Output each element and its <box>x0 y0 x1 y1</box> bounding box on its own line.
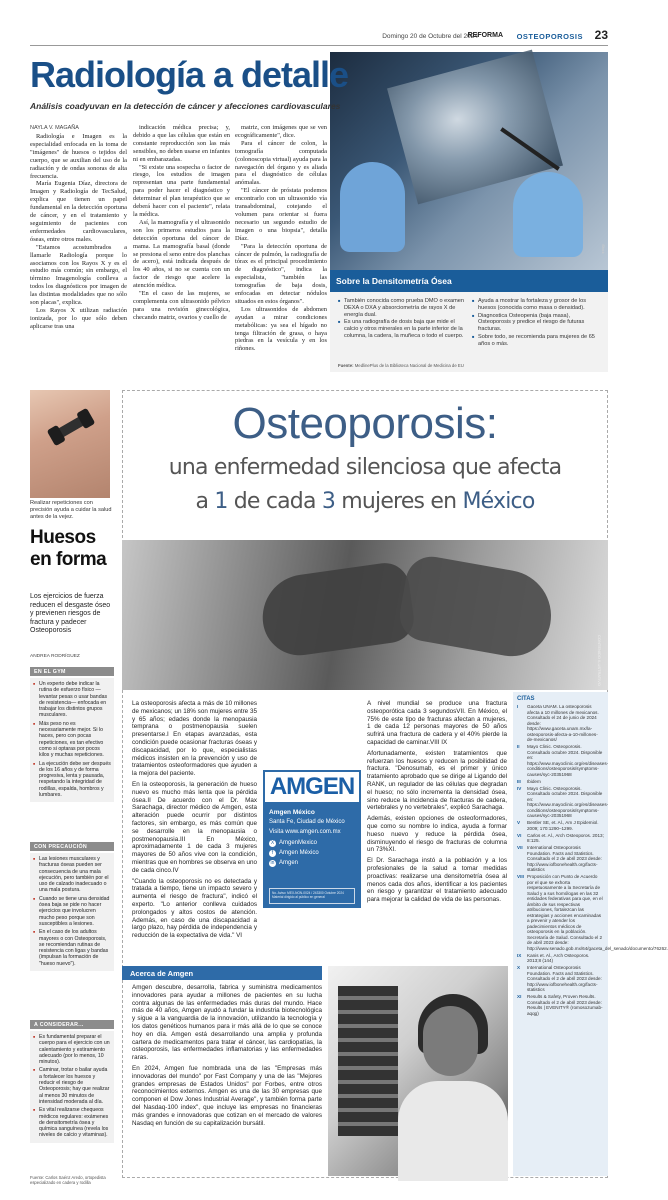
paragraph: "Estamos acostumbrados a llamarle Radiología porque lo asociamos con los Rayos X y es el estudio más común; sin embargo, el término Imagenología conlleva a todos los diagnósticos por imagen de las distintas modalidades que no sólo son placas", explica. <box>30 243 127 307</box>
citations-title: CITAS <box>517 696 535 702</box>
paragraph: En la osteoporosis, la generación de hueso nuevo es mucho más lenta que la pérdida ósea.II De acuerdo con el Dr. Max Sarachaga, director médico de Amgen, esta alteración puede ocurrir por distintos factores, sin embargo, es más común que se desarrolle en la menopausia o postmenopausia.III En México, aproximadamente 1 de cada 3 mujeres mayores de 50 años vive con la condición, mientras que en hombres se observa en uno de cada cinco.IV <box>132 780 257 874</box>
precaution-tips-list <box>30 853 114 971</box>
citation-number: IX <box>517 952 522 958</box>
social-handle: Amgen <box>279 860 299 866</box>
list-item: ■ Las lesiones musculares y fracturas óseas pueden ser consecuencia de una mala ejecución, pero también por el uso de calzado inadecuado o una mala postura. <box>33 856 111 894</box>
citation <box>517 820 604 831</box>
list-item: ■ Es vital realizarse chequeos médicos regulares: exámenes de densitometría ósea y química sanguínea (revela los niveles de calcio y vitaminas). <box>33 1107 111 1138</box>
list-item: ■ Más peso no es necesariamente mejor. Si lo haces, pero con pocas repeticiones, es tan efectivo como si optaras por pocos kilos y muchas repeticiones. <box>33 721 111 759</box>
social-linkedin[interactable] <box>269 860 298 867</box>
citation-text: International Osteoporosis Foundation. Facts and Statistics. Consultado el 2 de abril 2023 desde: http://www.iofbonehealth.org/facts-statistics <box>527 965 602 992</box>
article-subtitle: Análisis coadyuvan en la detección de cáncer y afecciones cardiovasculares <box>30 101 341 111</box>
text: mujeres en <box>335 489 463 514</box>
dumbbell-weight <box>47 425 66 447</box>
lab-photo <box>328 966 508 1176</box>
paragraph: Afortunadamente, existen tratamientos que refuerzan los huesos y reducen la posibilidad de fractura. "Denosumab, es el primer y único tratamiento aprobado que se dirige al Ligando del RANK, un regulador de las células que degradan el hueso; no sólo incrementa la densidad ósea, sino reduce la incidencia de fracturas de cadera, vertebrales y no vertebrales", explicó Sarachaga. <box>367 749 507 812</box>
masthead <box>30 30 608 46</box>
paragraph: Además, existen opciones de osteoformadores, que como su nombre lo indica, ayuda a formar hueso nuevo y reduce la pérdida ósea, disminuyendo el riesgo de fracturas de columna un 73%XI. <box>367 815 507 854</box>
citation <box>517 744 609 777</box>
paragraph: A nivel mundial se produce una fractura osteoporótica cada 3 segundosVII. En México, el 75% de este tipo de fracturas afectan a mujeres, 1 de cada 12 personas mayores de 50 años sufrirá una fractura de cadera y el 40% pierde la capacidad de caminar.VIII IX <box>367 700 507 746</box>
source-label: Fuente: <box>338 363 354 368</box>
list-item: ■ También conocida como prueba DMO o examen DEXA o DXA y absorciometría de rayos X de energía dual. <box>338 298 466 318</box>
densitometry-source <box>338 363 464 368</box>
side-deck: Los ejercicios de fuerza reducen el desgaste óseo y previenen riesgos de fractura y padecer Osteoporosis <box>30 593 111 635</box>
side-title-line2: en forma <box>30 549 107 570</box>
facebook-icon: f <box>269 850 276 857</box>
citation-text: Gaceta UNAM. La osteoporosis afecta a 10 millones de mexicanos. Consultado el 24 de junio de 2024 desde: https://www.gaceta.unam.mx/la-osteoporosis-afecta-a-10-millones-de-mexicanos/ <box>527 704 599 742</box>
highlight-number: 1 <box>214 489 228 514</box>
section-header-gym: EN EL GYM <box>30 667 114 676</box>
citation-number: III <box>517 778 521 784</box>
paragraph: indicación médica precisa; y, debido a que las células que están en constante reproducción son las más sensibles, no deben usarse en infantes ni en embarazadas. <box>133 124 230 163</box>
citation <box>517 779 604 785</box>
citation-number: XI <box>517 994 522 999</box>
social-handle: AmgenMexico <box>279 840 318 846</box>
citation-number: I <box>517 704 519 709</box>
xray-photo <box>330 52 608 272</box>
about-amgen-header: Acerca de Amgen <box>122 966 322 980</box>
paragraph: matriz, con imágenes que se ven ecográficamente", dice. <box>235 124 327 139</box>
gym-tips-list <box>30 678 114 802</box>
amgen-name: Amgen México <box>269 809 315 816</box>
paragraph: "Cuando la osteoporosis no es detectada y tratada a tiempo, tiene un impacto severo y aumenta el riesgo de fractura", indicó el experto. "Lo anterior conlleva cuidados prolongados y altos costos de atención. Además, en caso de una discapacidad a largo plazo, hay pérdida de independencia y reducción de la expectativa de vida." VI <box>132 877 257 940</box>
amgen-legal-notice: No. Aviso: MEX-NON-0024 / 243300 Octubre 2024 Material dirigido al público en general <box>269 888 355 904</box>
citation <box>517 845 604 873</box>
article-column-3 <box>235 124 327 353</box>
amgen-website-link[interactable]: Visita www.amgen.com.mx <box>269 829 341 835</box>
citation-text: Proposición con Punto de Acuerdo por el que se exhorta respetuosamente a la Secretaría de Salud y a sus homólogas en las 32 entidades federativas para que, en el ámbito de sus respectivas atribuciones, fortalezcan las estrategias y acciones encaminadas a prevenir y atender los padecimientos médicos de osteoporosis en la población. Secretaría de Salud. Consultado el 2 de abril 2023 desde: http://www.senado.gob.mx/64/gaceta_del_senado/documento/76262. <box>527 874 668 951</box>
citation-text: Results & Safety, Proven Results. Consultado el 2 de abril 2023 desde: Results | EVENITY® (romosozumab-aqqg) <box>527 994 603 1016</box>
text: de cada <box>227 489 322 514</box>
highlight-number: 3 <box>321 489 336 514</box>
gloved-hand-right <box>513 172 583 257</box>
linkedin-icon: in <box>270 860 275 866</box>
paragraph: Los ultrasonidos de abdomen ayudan a mirar condiciones metabólicas: ya sea el hígado no tenga filtración de grasa, o haya piedras en la vesícula y en los riñones. <box>235 305 327 353</box>
social-handle: Amgen México <box>279 850 319 856</box>
social-facebook[interactable] <box>269 850 319 857</box>
citation-text: International Osteoporosis Foundation. Facts and Statistics. Consultado el 2 de abril 2023 desde: http://www.iofbonehealth.org/facts-statistics <box>527 845 602 872</box>
ad-subtitle-line1: una enfermedad silenciosa que afecta <box>168 455 562 480</box>
ad-title: Osteoporosis: <box>232 399 498 448</box>
list-item: ■ Caminar, trotar o bailar ayuda a fortalecer los huesos y reducir el riesgo de Osteoporosis; hay que realizar al menos 30 minutos de intensidad moderada al día. <box>33 1067 111 1105</box>
back-pain-photo <box>122 540 608 690</box>
amgen-city: Santa Fe, Ciudad de México <box>269 819 345 825</box>
paragraph: "El cáncer de próstata podemos encontrarlo con un ultrasonido vía transabdominal, cotejando el volumen para orientar si fuera necesario un segundo estudio de imagen o una biopsia", detalla Díaz. <box>235 187 327 242</box>
side-byline: ANDREA RODRÍGUEZ <box>30 654 80 659</box>
paragraph: Para el cáncer de colon, la tomografía computada (colonoscopia virtual) ayuda para la navegación del órgano y es aliada para el diagnóstico de células anómalas. <box>235 139 327 187</box>
section-header-precaution: CON PRECAUCIÓN <box>30 842 114 851</box>
highlight-country: México <box>462 489 535 514</box>
page-number: 23 <box>594 28 608 42</box>
list-item: ■ Sobre todo, se recomienda para mujeres de 65 años o más. <box>472 334 602 348</box>
citation <box>517 965 604 993</box>
citation-text: Bentler SE, et. Al., Am J Epidemiol. 2009; 170:1290–1299. <box>527 820 599 831</box>
densitometry-list-right <box>472 298 602 349</box>
photo-caption: Realizar repeticiones con precisión ayuda a cuidar la salud antes de la vejez. <box>30 500 112 520</box>
consider-tips-list <box>30 1031 114 1143</box>
citation-number: IV <box>517 785 522 791</box>
citation-number: VII <box>517 845 523 850</box>
x-icon: X <box>270 840 275 846</box>
ad-column-1 <box>132 700 257 943</box>
ad-subtitle-line2 <box>122 489 608 514</box>
citation <box>517 953 604 964</box>
amgen-contact-box <box>263 770 361 908</box>
citations-box <box>513 692 668 1176</box>
article-column-2 <box>133 124 230 322</box>
side-source: Fuente: Carlos Saénz Aredo, ortopedista especializado en cadera y rodilla <box>30 1175 106 1185</box>
issue-date: Domingo 20 de Octubre del 2024 <box>382 33 478 40</box>
list-item: ■ Diagnostica Osteopenia (baja masa), Osteoporosis y predice el riesgo de futuras fracturas. <box>472 313 602 333</box>
citation-text: Ibidem <box>527 778 541 784</box>
citation-number: VI <box>517 832 522 838</box>
citation-text: Kanis et. Al., Arch Osteoporos. 2013;8 (144) <box>527 952 590 963</box>
amgen-logo: AMGEN <box>265 772 359 802</box>
about-amgen-text <box>132 984 322 1130</box>
citation-number: II <box>517 744 520 749</box>
photo-credit: CONTENIDO ILUSTRATIVO <box>597 635 602 687</box>
paragraph: "Si existe una sospecha o factor de riesgo, los estudios de imagen representan una parte fundamental para poder hacer el diagnóstico y determinar el plan terapéutico que se deberá hacer con el paciente", relata la médica. <box>133 163 230 218</box>
article-byline: NAYLA V. MAGAÑA <box>30 125 79 131</box>
citations-list <box>517 704 668 1016</box>
list-item: ■ En el caso de los adultos mayores o con Osteoporosis, se recomiendan rutinas de resistencia con ligas y bandas (impulsan la formación de "hueso nuevo"). <box>33 929 111 967</box>
article-column-1 <box>30 133 127 331</box>
list-item: ■ Ayuda a mostrar la fortaleza y grosor de los huesos (conocida como masa o densidad). <box>472 298 602 312</box>
section-name: OSTEOPOROSIS <box>516 32 583 41</box>
paragraph: "En el caso de las mujeres, se complementa con ultrasonido pélvico para una revisión ginecológica, checando matriz, ovarios y cuello de <box>133 290 230 321</box>
citation <box>517 994 604 1016</box>
gloved-hand-left <box>340 162 405 252</box>
xray-film <box>338 986 398 1136</box>
source-text: MedlinePlus de la Biblioteca Nacional de Medicina de EU <box>354 363 464 368</box>
ad-column-2 <box>367 700 507 907</box>
citation-number: V <box>517 820 521 825</box>
side-title <box>30 527 106 571</box>
paragraph: Radiología e Imagen es la especialidad enfocada en la toma de "imágenes" de huesos o tejidos del cuerpo, que se auxilian del uso de la radiación y de ondas sonoras de alta frecuencia. <box>30 133 127 180</box>
doctor-coat <box>398 1081 508 1181</box>
dumbbell <box>54 414 88 440</box>
paragraph: Así, la mamografía y el ultrasonido son los primeros estudios para la detección oportuna del cáncer de mama. La mamografía basal (donde se presiona el seno entre dos planchas de acero), está indicada después de los 40 años, si no se cuenta con un factor de riesgo que acelere la atención médica. <box>133 218 230 290</box>
hand-left <box>257 560 417 660</box>
list-item: ■ La ejecución debe ser después de los 16 años y de forma progresiva, lenta y pausada, respetando la integridad de rodillas, espalda, hombros y lumbares. <box>33 761 111 799</box>
list-item: ■ Un experto debe indicar la rutina de esfuerzo físico —levantar pesas o usar bandas de resistencia— enfocada en trabajar los distintos grupos musculares. <box>33 681 111 719</box>
densitometry-list-left <box>338 298 466 341</box>
citation <box>517 704 604 743</box>
list-item: ■ Es fundamental preparar el cuerpo para el ejercicio con un calentamiento y estiramiento adecuado (por lo menos, 10 minutos). <box>33 1034 111 1065</box>
side-title-line1: Huesos <box>30 527 96 548</box>
list-item: ■ Cuando se tiene una densidad ósea baja se pide no hacer ejercicios que involucren mucho peso porque son susceptibles a lesiones. <box>33 896 111 927</box>
citation-number: VIII <box>517 874 524 879</box>
paragraph: La osteoporosis afecta a más de 10 millones de mexicanos; un 18% son mujeres entre 35 y 65 años; edades donde la menopausia temprana o postmenopausia suelen presentarse.I En etapas avanzadas, esta condición puede ocasionar fracturas óseas y discapacidad, por lo que, especialistas médicos insisten en la prevención y uso de tratamientos osteoformadores que ayuden a la mejora del paciente. <box>132 700 257 778</box>
gym-photo <box>30 390 110 498</box>
densitometry-box-title: Sobre la Densitometría Ósea <box>330 270 608 292</box>
dumbbell-weight <box>76 408 95 430</box>
citation-number: X <box>517 965 521 970</box>
paragraph: El Dr. Sarachaga instó a la población y a los profesionales de la salud a tomar medidas proactivas: realizarse una densitometría ósea al menos cada dos años, identificar a los pacientes en riesgo y garantizar el tratamiento adecuado para mejorar la calidad de vida de las personas. <box>367 857 507 904</box>
paragraph: María Eugenia Díaz, directora de Imagen y Radiología de TecSalud, explica que tienen un papel fundamental en la detección oportuna de cáncer, y en el tratamiento y seguimiento de pacientes con enfermedades cardiovasculares, óseas, entre otros males. <box>30 180 127 243</box>
article-title: Radiología a detalle <box>30 54 349 95</box>
social-twitter[interactable] <box>269 840 317 847</box>
paragraph: Amgen descubre, desarrolla, fabrica y suministra medicamentos innovadores para ayudar a millones de pacientes en su lucha contra algunas de las enfermedades más duras del mundo. Hace más de 40 años, Amgen ayudó a fundar la industria biotecnológica y sigue a la vanguardia de la innovación, utilizando la tecnología y los datos genéticos humanos para ir más allá de lo que se conoce hoy en día. Amgen está desarrollando una amplia y profunda cartera de medicamentos para tratar el cáncer, las cardiopatías, la osteoporosis, las enfermedades inflamatorias y las enfermedades raras. <box>132 984 322 1062</box>
doctor-face <box>423 1006 478 1076</box>
citation-text: Mayo Clinic. Osteoporosis. Consultado octubre 2024. Disponible en: https://www.mayoclinic.org/es/diseases-conditions/osteoporosis/symptoms-causes/syc-20351968 <box>527 785 609 818</box>
paragraph: En 2024, Amgen fue nombrada una de las "Empresas más innovadoras del mundo" por Fast Company y una de las "Mejores grandes empresas de Estados Unidos" por Forbes, entre otros reconocimientos externos. Amgen es una de las 30 empresas que componen el Dow Jones Industrial Average", y también forma parte del Nasdaq-100 index", que incluye las empresas no financieras más grandes e innovadoras que cotizan en el mercado de valores Nasdaq en función de su capitalización bursátil. <box>132 1064 322 1127</box>
hand-right <box>396 553 558 663</box>
paragraph: Los Rayos X utilizan radiación ionizada, por lo que sólo deben aplicarse tras una <box>30 306 127 330</box>
photo-credit: iStock <box>601 244 605 254</box>
list-item: ■ Es una radiografía de dosis baja que mide el calcio y otros minerales en la parte inferior de la columna, la cadera, la muñeca o todo el cuerpo. <box>338 319 466 339</box>
citation-text: Mayo Clinic. Osteoporosis. Consultado octubre 2024. Disponible en: https://www.mayoclinic.org/es/diseases-conditions/osteoporosis/symptoms-causes/syc-20351968 <box>527 744 609 777</box>
citation <box>517 874 668 951</box>
citation <box>517 833 604 844</box>
newspaper-name: REFORMA <box>467 32 503 39</box>
densitometry-box <box>330 270 608 372</box>
section-header-consider: A CONSIDERAR... <box>30 1020 114 1029</box>
text: a <box>195 489 215 514</box>
citation-text: Carlos et. Al., Arch Osteoporos. 2013; 8:125. <box>527 832 604 843</box>
citation <box>517 785 609 819</box>
paragraph: "Para la detección oportuna de cáncer de pulmón, la radiografía de tórax es el principal procedimiento de diagnóstico", indica la especialista, "también las tomografías de baja dosis, enfocadas en detectar nódulos situados en estos órganos". <box>235 242 327 305</box>
